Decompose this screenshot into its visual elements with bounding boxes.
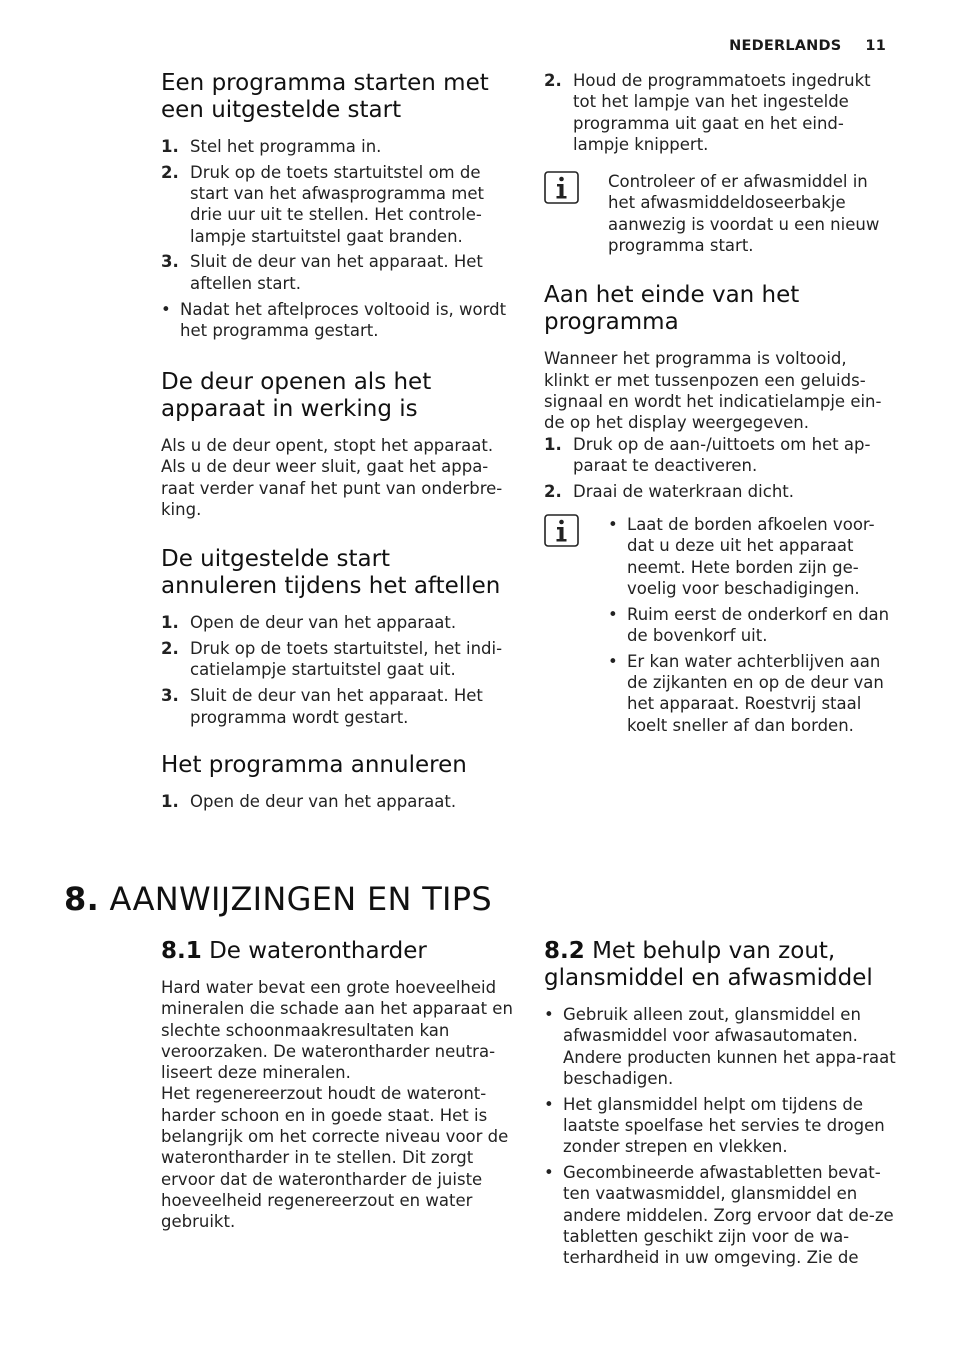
info-icon: [544, 514, 579, 547]
steps-program-end: [544, 434, 896, 502]
heading-open-door: De deur openen als het apparaat in werking is: [161, 369, 432, 423]
list-item: • Gebruik alleen zout, glansmiddel en afwasmiddel voor afwasautomaten. Andere producten kunnen het appa-raat beschadigen.: [544, 1004, 896, 1089]
list-item: • Het glansmiddel helpt om tijdens de laatste spoelfase het servies te drogen zonder strepen en vlekken.: [544, 1094, 896, 1158]
header-language: NEDERLANDS: [729, 38, 842, 54]
page-header: [729, 38, 886, 54]
paragraph-program-end: Wanneer het programma is voltooid, klinkt er met tussenpozen een geluids-signaal en wordt het indicatielampje ein-de op het display weergegeven.: [544, 349, 882, 433]
note-unloading: [544, 514, 896, 736]
section-8-2: [544, 938, 896, 1273]
left-column: [161, 70, 513, 817]
list-item: 2. Druk op de toets startuitstel om de start van het afwasprogramma met drie uur uit te stellen. Het controle-lampje startuitstel gaat branden.: [161, 162, 484, 246]
bullets-salt-rinse-aid: [544, 1004, 896, 1269]
steps-cancel-delay: [161, 612, 513, 727]
note-unloading-bullets: [608, 514, 896, 736]
list-item: 3. Sluit de deur van het apparaat. Het aftellen start.: [161, 252, 483, 293]
steps-delayed-start: [161, 136, 513, 294]
list-item: • Laat de borden afkoelen voor-dat u deze uit het apparaat neemt. Hete borden zijn ge-voelig voor beschadigingen.: [608, 514, 896, 599]
steps-cancel-program: [161, 791, 513, 812]
list-item: • Gecombineerde afwastabletten bevat-ten vaatwasmiddel, glansmiddel en andere middelen. Zorg ervoor dat de-ze tabletten geschikt zijn voor de wa-terhardheid in uw omgeving. Zie de: [544, 1162, 896, 1268]
heading-water-softener: 8.1 De waterontharder: [161, 938, 427, 964]
right-column: [544, 70, 896, 740]
list-item: 3. Sluit de deur van het apparaat. Het programma wordt gestart.: [161, 686, 483, 727]
section-title: 8. AANWIJZINGEN EN TIPS: [64, 880, 492, 918]
heading-program-end: Aan het einde van het programma: [544, 282, 800, 336]
page-number: 11: [865, 38, 886, 54]
paragraph-open-door: Als u de deur opent, stopt het apparaat. Als u de deur weer sluit, gaat het appa-raat verder vanaf het punt van onderbre-king.: [161, 436, 503, 520]
list-item: • Nadat het aftelproces voltooid is, wordt het programma gestart.: [161, 299, 513, 342]
list-item: 2. Houd de programmatoets ingedrukt tot het lampje van het ingestelde programma uit gaat en het eind-lampje knippert.: [544, 71, 871, 154]
heading-delayed-start: Een programma starten met een uitgestelde start: [161, 70, 489, 123]
list-item: 1. Druk op de aan-/uittoets om het ap-paraat te deactiveren.: [544, 434, 871, 475]
heading-salt-rinse-aid: 8.2 Met behulp van zout, glansmiddel en afwasmiddel: [544, 938, 873, 991]
paragraph-water-softener-2: Het regenereerzout houdt de wateront-harder schoon en in goede staat. Het is belangrijk om het correcte niveau voor de waterontharder in te stellen. Dit zorgt ervoor dat de waterontharder de juiste hoeveelheid regenereerzout en water gebruikt.: [161, 1084, 509, 1232]
sub-bullets-delayed-start: [161, 299, 513, 342]
list-item: 1. Open de deur van het apparaat.: [161, 791, 457, 811]
heading-cancel-program: Het programma annuleren: [161, 751, 467, 778]
list-item: 1. Stel het programma in.: [161, 137, 382, 156]
list-item: 2. Draai de waterkraan dicht.: [544, 481, 794, 501]
list-item: 1. Open de deur van het apparaat.: [161, 613, 457, 633]
list-item: 2. Druk op de toets startuitstel, het indi-catielampje startuitstel gaat uit.: [161, 639, 503, 680]
paragraph-water-softener-1: Hard water bevat een grote hoeveelheid mineralen die schade aan het apparaat en slechte schoonmaakresultaten kan veroorzaken. De waterontharder neutra-liseert deze mineralen.: [161, 978, 513, 1083]
steps-cancel-program-cont: [544, 70, 896, 155]
info-icon: [544, 171, 579, 204]
note-detergent: [544, 171, 896, 256]
note-detergent-text: Controleer of er afwasmiddel in het afwasmiddeldoseerbakje aanwezig is voordat u een nieuw programma start.: [608, 172, 880, 256]
section-8-1: [161, 938, 513, 1233]
list-item: • Ruim eerst de onderkorf en dan de bovenkorf uit.: [608, 604, 896, 647]
list-item: • Er kan water achterblijven aan de zijkanten en op de deur van het apparaat. Roestvrij staal koelt sneller af dan borden.: [608, 651, 896, 736]
heading-cancel-delay: De uitgestelde start annuleren tijdens het aftellen: [161, 546, 501, 600]
